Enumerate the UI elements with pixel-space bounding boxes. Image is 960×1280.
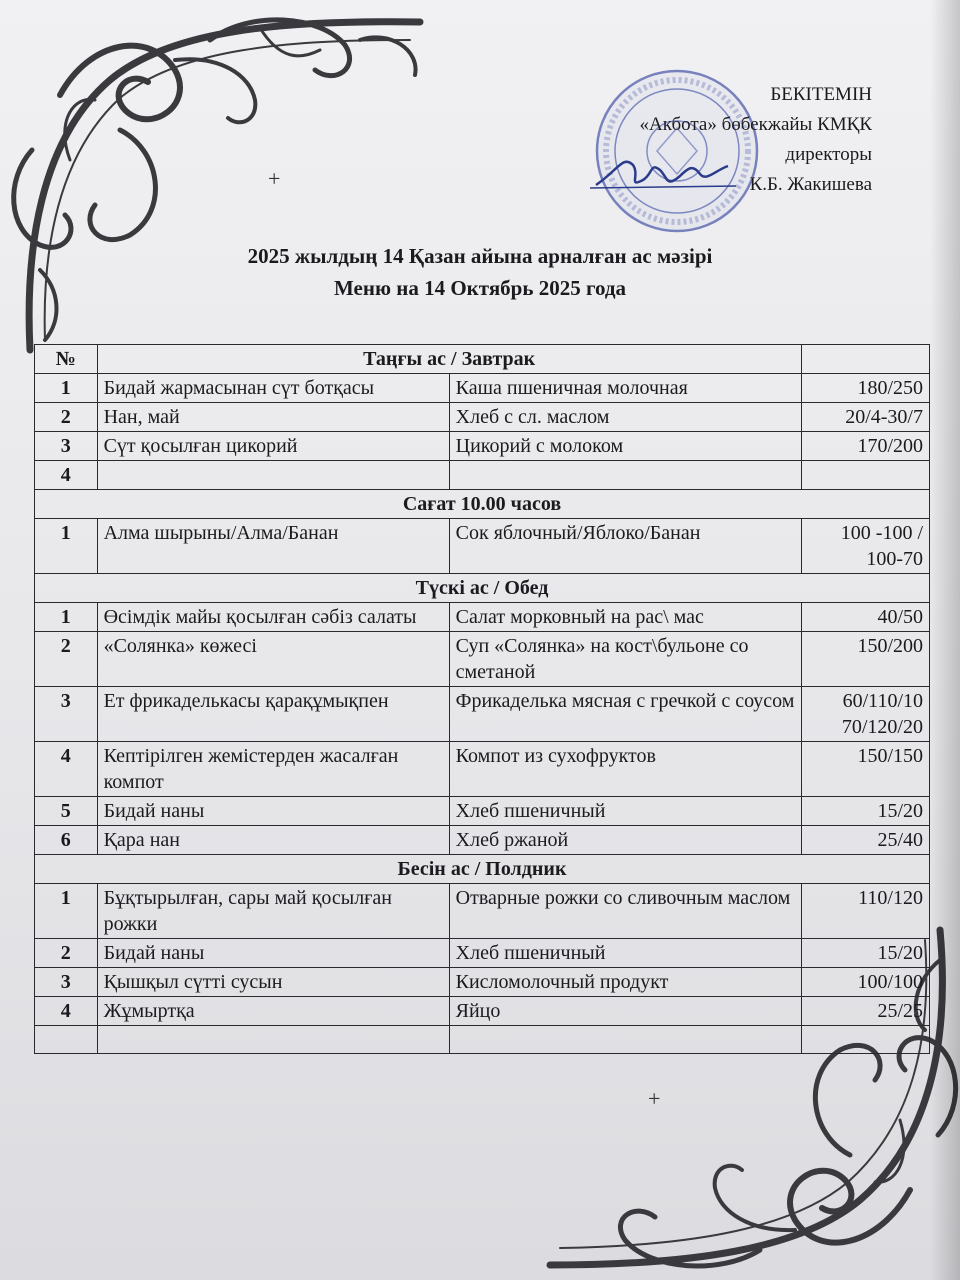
item-number: 1 [35, 374, 98, 403]
dish-name-kazakh: Қара нан [97, 826, 449, 855]
item-number [35, 1026, 98, 1054]
amount-column-header [801, 345, 929, 374]
portion-amount: 110/120 [801, 884, 929, 939]
menu-row [35, 939, 930, 968]
dish-name-russian: Каша пшеничная молочная [449, 374, 801, 403]
dish-name-russian: Хлеб пшеничный [449, 939, 801, 968]
title-kazakh: 2025 жылдың 14 Қазан айына арналған ас мәзірі [247, 244, 713, 268]
dish-name-russian: Сок яблочный/Яблоко/Банан [449, 519, 801, 574]
portion-amount: 100 -100 / 100-70 [801, 519, 929, 574]
portion-amount: 15/20 [801, 939, 929, 968]
dish-name-russian: Фрикаделька мясная с гречкой с соусом [449, 687, 801, 742]
dish-name-kazakh: Қышқыл сүтті сусын [97, 968, 449, 997]
item-number: 4 [35, 997, 98, 1026]
portion-amount: 150/150 [801, 742, 929, 797]
menu-row [35, 461, 930, 490]
dish-name-russian [449, 461, 801, 490]
portion-amount: 25/40 [801, 826, 929, 855]
approval-heading: БЕКІТЕМІН [770, 84, 872, 105]
title-russian: Меню на 14 Октябрь 2025 года [333, 276, 626, 300]
dish-name-russian: Цикорий с молоком [449, 432, 801, 461]
approval-position: директоры [785, 144, 872, 165]
dish-name-russian: Хлеб ржаной [449, 826, 801, 855]
dish-name-russian: Хлеб с сл. маслом [449, 403, 801, 432]
item-number: 6 [35, 826, 98, 855]
portion-amount: 40/50 [801, 603, 929, 632]
dish-name-kazakh: Бидай жармасынан сүт ботқасы [97, 374, 449, 403]
section-header-row [35, 490, 930, 519]
dish-name-kazakh: Өсімдік майы қосылған сәбіз салаты [97, 603, 449, 632]
section-title: Сағат 10.00 часов [35, 490, 930, 519]
dish-name-russian: Яйцо [449, 997, 801, 1026]
portion-amount: 170/200 [801, 432, 929, 461]
dish-name-kazakh: Бидай наны [97, 939, 449, 968]
dish-name-russian: Компот из сухофруктов [449, 742, 801, 797]
menu-row [35, 432, 930, 461]
plus-ornament-icon: + [648, 1086, 661, 1111]
item-number: 4 [35, 461, 98, 490]
item-number: 5 [35, 797, 98, 826]
section-header-row [35, 855, 930, 884]
menu-row [35, 797, 930, 826]
menu-row [35, 687, 930, 742]
document-title [0, 240, 960, 304]
menu-table [34, 344, 930, 1054]
approval-director-name: К.Б. Жакишева [749, 174, 872, 195]
dish-name-kazakh: Сүт қосылған цикорий [97, 432, 449, 461]
dish-name-russian: Салат морковный на рас\ мас [449, 603, 801, 632]
menu-row [35, 374, 930, 403]
menu-row [35, 1026, 930, 1054]
approval-block [572, 80, 872, 200]
section-header-row [35, 574, 930, 603]
menu-row [35, 826, 930, 855]
item-number: 2 [35, 632, 98, 687]
section-header-row [35, 345, 930, 374]
menu-row [35, 968, 930, 997]
number-column-header: № [35, 345, 98, 374]
section-title: Таңғы ас / Завтрак [97, 345, 801, 374]
item-number: 4 [35, 742, 98, 797]
corner-ornament-top-left [0, 0, 430, 360]
item-number: 1 [35, 519, 98, 574]
dish-name-kazakh: «Солянка» көжесі [97, 632, 449, 687]
dish-name-kazakh: Кептірілген жемістерден жасалған компот [97, 742, 449, 797]
dish-name-russian: Отварные рожки со сливочным маслом [449, 884, 801, 939]
item-number: 2 [35, 939, 98, 968]
menu-row [35, 403, 930, 432]
dish-name-kazakh [97, 1026, 449, 1054]
menu-row [35, 519, 930, 574]
dish-name-russian [449, 1026, 801, 1054]
item-number: 3 [35, 432, 98, 461]
portion-amount [801, 1026, 929, 1054]
dish-name-kazakh: Алма шырыны/Алма/Банан [97, 519, 449, 574]
portion-amount: 150/200 [801, 632, 929, 687]
dish-name-russian: Хлеб пшеничный [449, 797, 801, 826]
item-number: 3 [35, 968, 98, 997]
section-title: Түскі ас / Обед [35, 574, 930, 603]
dish-name-kazakh: Бидай наны [97, 797, 449, 826]
portion-amount: 100/100 [801, 968, 929, 997]
item-number: 2 [35, 403, 98, 432]
dish-name-kazakh [97, 461, 449, 490]
menu-row [35, 603, 930, 632]
dish-name-kazakh: Бұқтырылған, сары май қосылған рожки [97, 884, 449, 939]
plus-ornament-icon: + [268, 166, 281, 191]
menu-row [35, 742, 930, 797]
item-number: 1 [35, 884, 98, 939]
portion-amount [801, 461, 929, 490]
dish-name-kazakh: Ет фрикаделькасы қарақұмықпен [97, 687, 449, 742]
portion-amount: 20/4-30/7 [801, 403, 929, 432]
dish-name-kazakh: Нан, май [97, 403, 449, 432]
item-number: 1 [35, 603, 98, 632]
dish-name-russian: Суп «Солянка» на кост\бульоне со сметаной [449, 632, 801, 687]
menu-row [35, 997, 930, 1026]
dish-name-kazakh: Жұмыртқа [97, 997, 449, 1026]
portion-amount: 180/250 [801, 374, 929, 403]
menu-row [35, 884, 930, 939]
dish-name-russian: Кисломолочный продукт [449, 968, 801, 997]
approval-organization: «Акбота» бөбекжайы КМҚК [639, 114, 872, 135]
portion-amount: 60/110/10 70/120/20 [801, 687, 929, 742]
item-number: 3 [35, 687, 98, 742]
menu-row [35, 632, 930, 687]
portion-amount: 15/20 [801, 797, 929, 826]
section-title: Бесін ас / Полдник [35, 855, 930, 884]
portion-amount: 25/25 [801, 997, 929, 1026]
